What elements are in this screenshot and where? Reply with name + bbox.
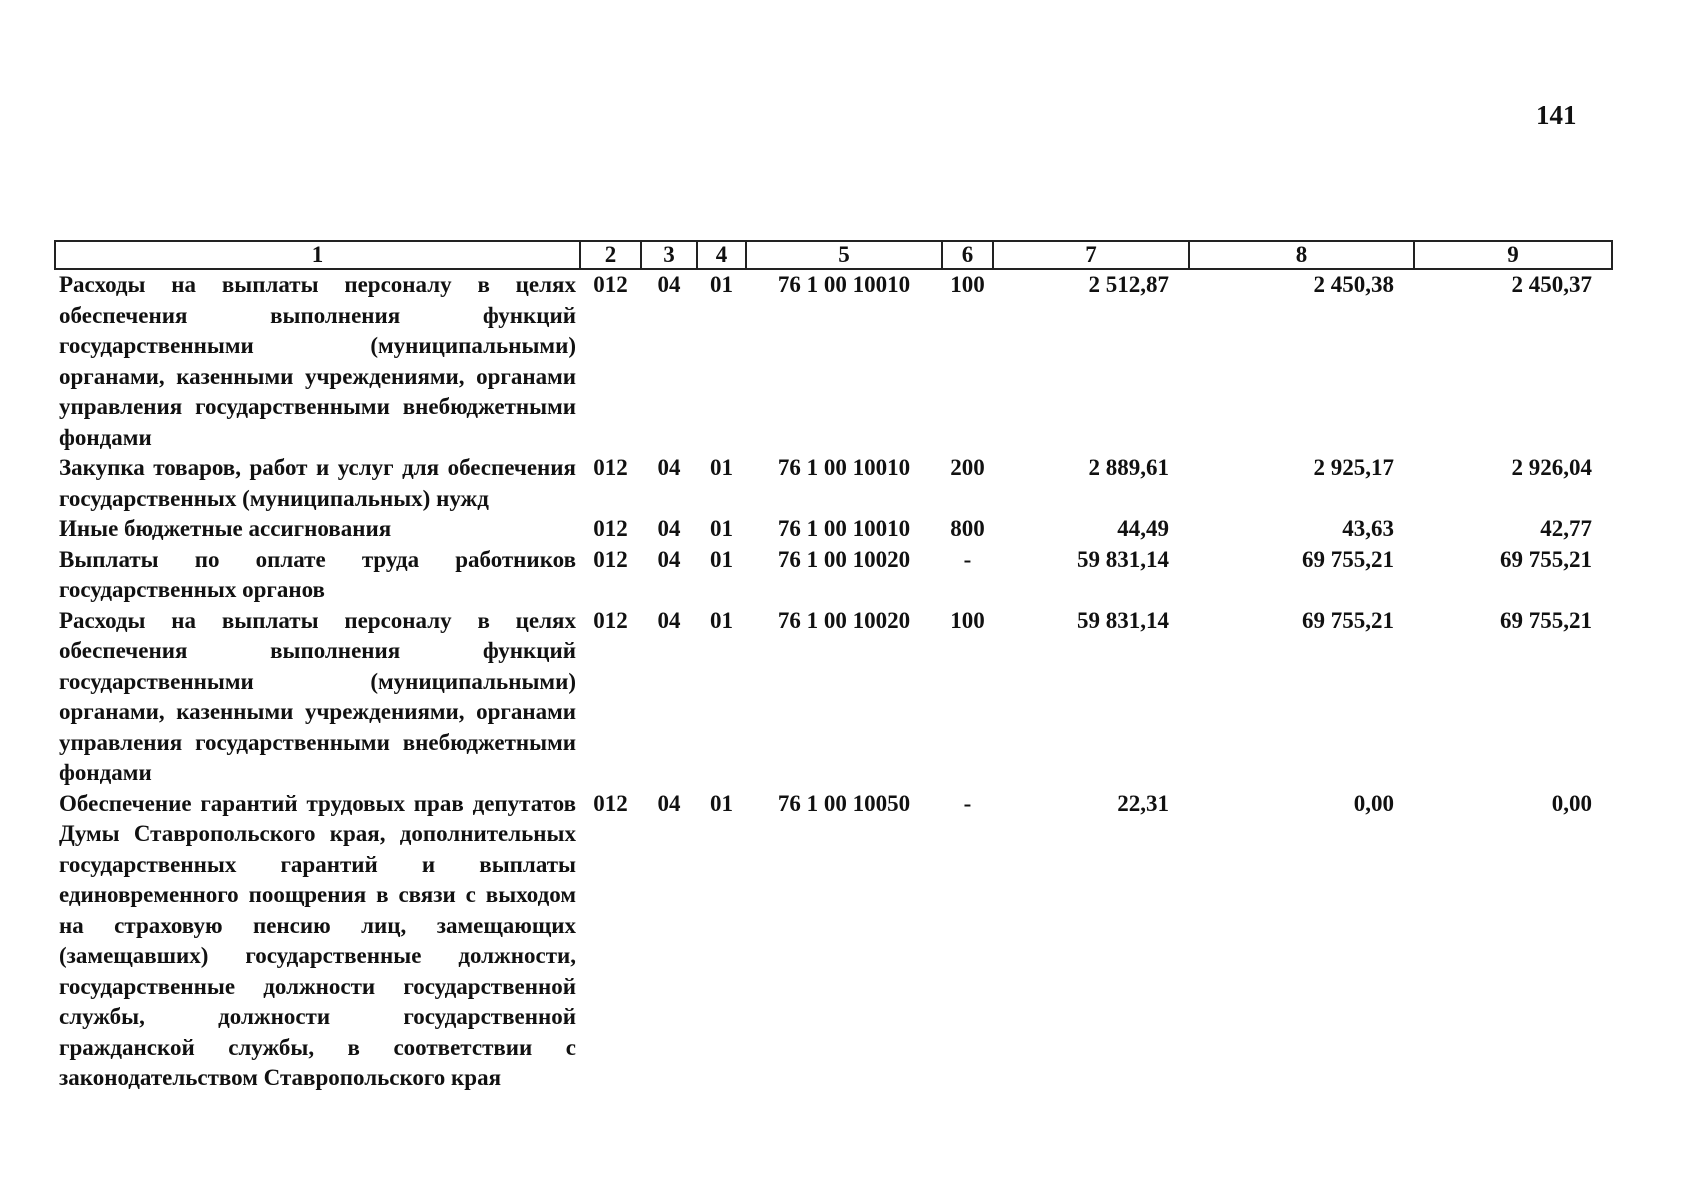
cell-amount-9: 2 926,04 (1511, 455, 1592, 480)
column-header-9: 9 (1414, 241, 1612, 269)
cell-target-article: 76 1 00 10010 (777, 516, 911, 541)
table-row (55, 453, 1612, 514)
column-header-6: 6 (942, 241, 993, 269)
table-header-row (55, 241, 1612, 269)
cell-subsection: 01 (710, 546, 733, 572)
table-row (55, 545, 1612, 606)
cell-amount-9: 69 755,21 (1500, 546, 1592, 572)
cell-subsection: 01 (710, 790, 733, 816)
cell-ministry-code: 012 (593, 455, 628, 480)
cell-amount-7: 59 831,14 (1077, 607, 1169, 633)
cell-amount-7: 44,49 (1117, 516, 1169, 541)
cell-expense-type: 100 (950, 607, 985, 633)
cell-expense-type: 800 (950, 516, 985, 541)
cell-section: 04 (657, 790, 681, 816)
row-description: Закупка товаров, работ и услуг для обеспечения государственных (муниципальных) нужд (59, 455, 576, 511)
cell-amount-8: 2 925,17 (1313, 455, 1394, 480)
table-row (55, 269, 1612, 453)
cell-amount-9: 69 755,21 (1500, 607, 1592, 633)
cell-section: 04 (657, 455, 681, 480)
cell-subsection: 01 (710, 607, 733, 633)
cell-ministry-code: 012 (593, 607, 628, 633)
cell-ministry-code: 012 (593, 516, 628, 541)
cell-amount-8: 69 755,21 (1302, 607, 1394, 633)
row-description: Обеспечение гарантий трудовых прав депутатов Думы Ставропольского края, дополнительных государственных гарантий и выплаты единовременного поощрения в связи с выходом на страховую пенсию лиц, замещающих (замещавших) государственные должности, государственные должности государственной службы, должности государственной гражданской службы, в соответствии с законодательством Ставропольского края (59, 790, 576, 1090)
cell-amount-7: 59 831,14 (1077, 546, 1169, 572)
cell-amount-9: 0,00 (1551, 790, 1592, 816)
cell-section: 04 (657, 546, 681, 572)
budget-table (54, 240, 1613, 1094)
cell-subsection: 01 (710, 272, 733, 297)
column-header-3: 3 (641, 241, 697, 269)
row-description: Иные бюджетные ассигнования (59, 516, 392, 541)
column-header-4: 4 (697, 241, 746, 269)
table-row (55, 514, 1612, 545)
table-row (55, 606, 1612, 789)
page-number: 141 (1536, 100, 1577, 130)
cell-amount-8: 2 450,38 (1313, 272, 1394, 297)
cell-ministry-code: 012 (593, 272, 628, 297)
table-row (55, 789, 1612, 1094)
cell-amount-9: 42,77 (1540, 516, 1592, 541)
cell-amount-8: 43,63 (1342, 516, 1394, 541)
column-header-1: 1 (55, 241, 580, 269)
cell-section: 04 (657, 272, 681, 297)
row-description: Расходы на выплаты персоналу в целях обеспечения выполнения функций государственными (муниципальными) органами, казенными учреждениями, органами управления государственными внебюджетными фондами (59, 272, 576, 450)
cell-expense-type: - (963, 546, 972, 572)
cell-ministry-code: 012 (593, 546, 628, 572)
column-header-5: 5 (746, 241, 942, 269)
cell-target-article: 76 1 00 10010 (777, 272, 911, 297)
cell-expense-type: 100 (950, 272, 985, 297)
row-description: Выплаты по оплате труда работников государственных органов (59, 546, 576, 602)
column-header-2: 2 (580, 241, 641, 269)
cell-amount-7: 22,31 (1117, 790, 1169, 816)
cell-target-article: 76 1 00 10020 (777, 546, 911, 572)
cell-ministry-code: 012 (593, 790, 628, 816)
cell-subsection: 01 (710, 516, 733, 541)
cell-target-article: 76 1 00 10020 (777, 607, 911, 633)
column-header-7: 7 (993, 241, 1189, 269)
column-header-8: 8 (1189, 241, 1414, 269)
cell-section: 04 (657, 607, 681, 633)
cell-subsection: 01 (710, 455, 733, 480)
cell-amount-8: 0,00 (1353, 790, 1394, 816)
cell-amount-9: 2 450,37 (1511, 272, 1592, 297)
cell-expense-type: 200 (950, 455, 985, 480)
cell-section: 04 (657, 516, 681, 541)
cell-amount-8: 69 755,21 (1302, 546, 1394, 572)
cell-target-article: 76 1 00 10050 (777, 790, 911, 816)
cell-expense-type: - (963, 790, 972, 816)
cell-amount-7: 2 889,61 (1088, 455, 1169, 480)
row-description: Расходы на выплаты персоналу в целях обеспечения выполнения функций государственными (муниципальными) органами, казенными учреждениями, органами управления государственными внебюджетными фондами (59, 607, 576, 785)
cell-target-article: 76 1 00 10010 (777, 455, 911, 480)
cell-amount-7: 2 512,87 (1088, 272, 1169, 297)
